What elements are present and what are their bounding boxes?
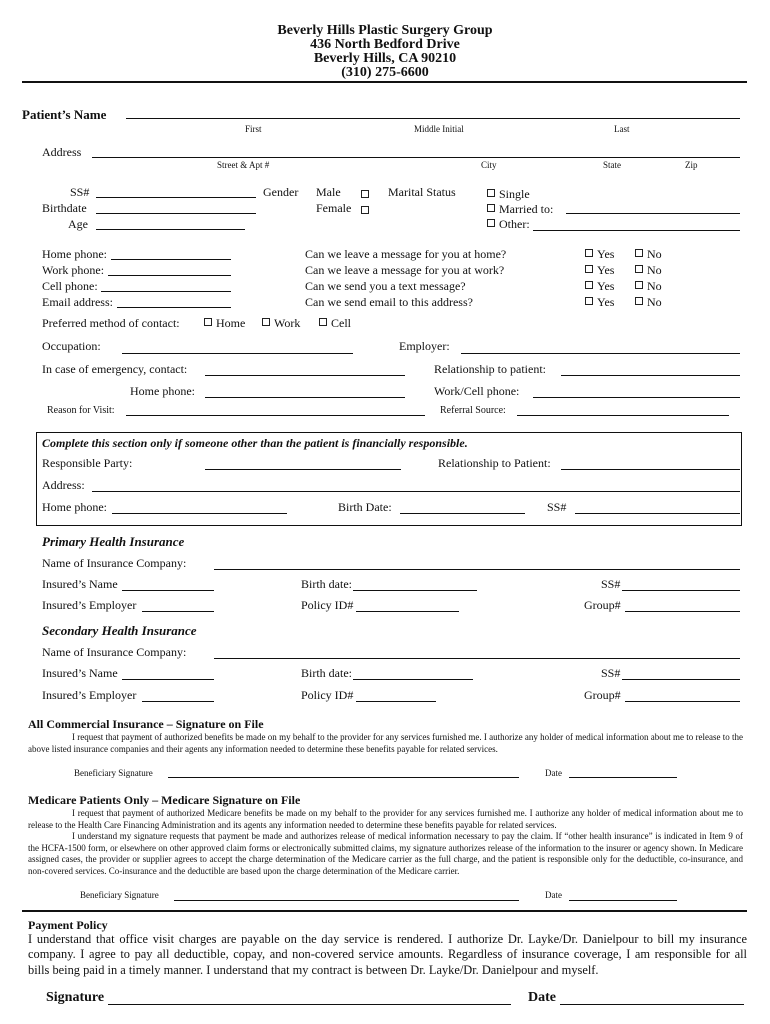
pref-cell-checkbox[interactable] [319, 318, 327, 326]
ssn-label: SS# [70, 185, 90, 199]
birthdate-field[interactable] [96, 213, 256, 214]
emergency-contact-label: In case of emergency, contact: [42, 362, 188, 376]
emergency-relationship-label: Relationship to patient: [434, 362, 546, 376]
secondary-employer-label: Insured’s Employer [42, 688, 137, 702]
other-label: Other: [499, 217, 530, 231]
yes-checkbox[interactable] [585, 249, 593, 257]
responsible-home-phone-field[interactable] [112, 513, 287, 514]
ssn-field[interactable] [96, 197, 256, 198]
medicare-paragraph-2: I understand my signature requests that payment be made and authorizes release of medical information necessary to pay the claim. If “other health insurance” is indicated in Item 9 of the HCFA-1500 form, or elsewhere on other approved claim forms or electronically submitted claims, my signature authorizes release of the information to the insurer or agency shown. In Medicare assigned cases, the provider or supplier agrees to accept the charge determination of the Medicare carrier as the full charge, and the patient is responsible only for the deductible, co-insurance, and non-covered services. Co-insurance and the deductible are based upon the charge determination of the Medicare carrier. [28, 831, 743, 876]
responsible-home-phone-label: Home phone: [42, 500, 107, 514]
employer-field[interactable] [461, 353, 740, 354]
single-label: Single [499, 187, 530, 201]
single-checkbox[interactable] [487, 189, 495, 197]
married-to-field[interactable] [566, 213, 740, 214]
employer-label: Employer: [399, 339, 450, 353]
payment-line-3: bills being paid in a timely manner. I understand that my contract is between Dr. Layke/Dr. Danielpour and myself. [28, 962, 599, 977]
reason-for-visit-label: Reason for Visit: [47, 405, 115, 416]
secondary-insured-name-label: Insured’s Name [42, 666, 118, 680]
male-checkbox[interactable] [361, 190, 369, 198]
zip-caption: Zip [685, 160, 698, 170]
middle-initial-caption: Middle Initial [414, 124, 464, 134]
final-date-label: Date [528, 990, 556, 1005]
no-label: No [647, 263, 662, 277]
married-checkbox[interactable] [487, 204, 495, 212]
emergency-home-phone-field[interactable] [205, 397, 405, 398]
secondary-insured-name-field[interactable] [122, 679, 214, 680]
primary-ssn-field[interactable] [622, 590, 740, 591]
final-signature-label: Signature [46, 990, 105, 1005]
pref-work-label: Work [274, 316, 301, 330]
male-label: Male [316, 185, 341, 199]
no-checkbox[interactable] [635, 265, 643, 273]
secondary-birth-date-field[interactable] [353, 679, 473, 680]
header-rule [22, 81, 747, 83]
cell-phone-field[interactable] [101, 291, 231, 292]
marital-status-label: Marital Status [388, 185, 456, 199]
responsible-ssn-field[interactable] [575, 513, 740, 514]
home-phone-field[interactable] [111, 259, 231, 260]
responsible-relationship-field[interactable] [561, 469, 740, 470]
medicare-date-field[interactable] [569, 900, 677, 901]
org-header [0, 24, 770, 80]
commercial-heading: All Commercial Insurance – Signature on File [28, 717, 264, 731]
pref-cell-option[interactable] [319, 316, 351, 331]
responsible-party-label: Responsible Party: [42, 456, 133, 470]
primary-group-label: Group# [584, 598, 621, 612]
medicare-signature-field[interactable] [174, 900, 519, 901]
emergency-work-phone-field[interactable] [533, 397, 740, 398]
primary-policy-field[interactable] [356, 611, 459, 612]
payment-line-2: company. I agree to pay all deductible, copay, and non-covered service amounts. Regardless of insurance coverage, I am responsible for all [28, 947, 747, 962]
primary-birth-date-label: Birth date: [301, 577, 352, 591]
primary-company-field[interactable] [214, 569, 740, 570]
yes-label: Yes [597, 263, 615, 277]
home-no-option[interactable] [635, 247, 662, 262]
yes-checkbox[interactable] [585, 297, 593, 305]
primary-insured-name-label: Insured’s Name [42, 577, 118, 591]
age-label: Age [68, 217, 88, 231]
commercial-signature-field[interactable] [168, 777, 519, 778]
married-option[interactable] [487, 202, 553, 217]
question-text-message: Can we send you a text message? [305, 279, 466, 293]
emergency-contact-field[interactable] [205, 375, 405, 376]
responsible-relationship-label: Relationship to Patient: [438, 456, 551, 470]
no-checkbox[interactable] [635, 281, 643, 289]
secondary-policy-label: Policy ID# [301, 688, 354, 702]
other-checkbox[interactable] [487, 219, 495, 227]
state-caption: State [603, 160, 621, 170]
secondary-company-label: Name of Insurance Company: [42, 645, 187, 659]
question-home-message: Can we leave a message for you at home? [305, 247, 507, 261]
yes-label: Yes [597, 295, 615, 309]
primary-ssn-label: SS# [601, 577, 621, 591]
medicare-date-label: Date [545, 890, 562, 900]
emergency-relationship-field[interactable] [561, 375, 740, 376]
other-option[interactable] [487, 217, 530, 232]
question-email: Can we send email to this address? [305, 295, 473, 309]
email-no-option[interactable] [635, 295, 662, 310]
other-marital-field[interactable] [533, 230, 740, 231]
org-street: 436 North Bedford Drive [310, 37, 460, 52]
payment-line-1: I understand that office visit charges are payable on the day service is rendered. I authorize Dr. Layke/Dr. Danielpour to bill my insurance [28, 932, 747, 946]
question-work-message: Can we leave a message for you at work? [305, 263, 505, 277]
responsible-birth-date-field[interactable] [400, 513, 525, 514]
female-label: Female [316, 201, 352, 215]
payment-policy-text [28, 932, 747, 978]
cell-phone-label: Cell phone: [42, 279, 98, 293]
org-city: Beverly Hills, CA 90210 [313, 51, 457, 66]
patient-name-field[interactable] [126, 118, 740, 119]
secondary-company-field[interactable] [214, 658, 740, 659]
primary-birth-date-field[interactable] [353, 590, 477, 591]
reason-for-visit-field[interactable] [126, 415, 425, 416]
address-label: Address [42, 145, 82, 159]
medicare-heading: Medicare Patients Only – Medicare Signature on File [28, 793, 301, 807]
primary-employer-label: Insured’s Employer [42, 598, 137, 612]
email-yes-option[interactable] [585, 295, 614, 310]
occupation-label: Occupation: [42, 339, 101, 353]
responsible-birth-date-label: Birth Date: [338, 500, 392, 514]
emergency-home-phone-label: Home phone: [130, 384, 195, 398]
secondary-group-field[interactable] [625, 701, 740, 702]
age-field[interactable] [96, 229, 245, 230]
payment-policy-heading: Payment Policy [28, 918, 108, 932]
preferred-contact-label: Preferred method of contact: [42, 316, 180, 330]
pref-work-option[interactable] [262, 316, 300, 331]
medicare-signature-label: Beneficiary Signature [80, 890, 159, 900]
commercial-signature-label: Beneficiary Signature [74, 768, 153, 778]
no-checkbox[interactable] [635, 249, 643, 257]
referral-source-label: Referral Source: [440, 405, 506, 416]
org-name: Beverly Hills Plastic Surgery Group [277, 23, 493, 38]
yes-label: Yes [597, 279, 615, 293]
single-option[interactable] [487, 187, 530, 202]
gender-label: Gender [263, 185, 299, 199]
commercial-date-field[interactable] [569, 777, 677, 778]
address-field[interactable] [92, 157, 740, 158]
yes-checkbox[interactable] [585, 281, 593, 289]
no-label: No [647, 279, 662, 293]
birthdate-label: Birthdate [42, 201, 87, 215]
commercial-authorization-text: I request that payment of authorized benefits be made on my behalf to the provider for any services furnished me. I authorize any holder of medical information about me to release to the above listed insurance companies and their agents any information needed to determine these benefits payable for related services. [28, 732, 743, 754]
occupation-field[interactable] [122, 353, 353, 354]
responsible-ssn-label: SS# [547, 500, 567, 514]
primary-group-field[interactable] [625, 611, 740, 612]
secondary-birth-date-label: Birth date: [301, 666, 352, 680]
patient-name-label: Patient’s Name [22, 107, 107, 122]
text-no-option[interactable] [635, 279, 662, 294]
emergency-work-phone-label: Work/Cell phone: [434, 384, 520, 398]
medicare-paragraph-1: I request that payment of authorized Medicare benefits be made on my behalf to the provider for any services furnished me. I authorize any holder of medical information about me to release to the Health Care Financing Administration and its agents any information needed to determine these benefits payable for related services. [28, 808, 743, 830]
secondary-group-label: Group# [584, 688, 621, 702]
work-no-option[interactable] [635, 263, 662, 278]
first-name-caption: First [245, 124, 262, 134]
email-field[interactable] [117, 307, 231, 308]
work-phone-field[interactable] [108, 275, 231, 276]
email-label: Email address: [42, 295, 113, 309]
female-checkbox[interactable] [361, 206, 369, 214]
secondary-employer-field[interactable] [142, 701, 214, 702]
home-phone-label: Home phone: [42, 247, 107, 261]
referral-source-field[interactable] [517, 415, 729, 416]
yes-label: Yes [597, 247, 615, 261]
primary-company-label: Name of Insurance Company: [42, 556, 187, 570]
final-signature-field[interactable] [108, 1004, 511, 1005]
no-label: No [647, 247, 662, 261]
primary-insurance-heading: Primary Health Insurance [42, 534, 185, 549]
pref-home-checkbox[interactable] [204, 318, 212, 326]
no-checkbox[interactable] [635, 297, 643, 305]
payment-rule [22, 910, 747, 912]
secondary-insurance-heading: Secondary Health Insurance [42, 623, 197, 638]
street-caption: Street & Apt # [217, 160, 270, 170]
secondary-ssn-label: SS# [601, 666, 621, 680]
work-phone-label: Work phone: [42, 263, 105, 277]
responsible-party-heading: Complete this section only if someone other than the patient is financially responsible. [42, 436, 468, 450]
pref-home-option[interactable] [204, 316, 245, 331]
married-label: Married to: [499, 202, 554, 216]
no-label: No [647, 295, 662, 309]
yes-checkbox[interactable] [585, 265, 593, 273]
primary-policy-label: Policy ID# [301, 598, 354, 612]
commercial-date-label: Date [545, 768, 562, 778]
responsible-address-label: Address: [42, 478, 85, 492]
responsible-party-field[interactable] [205, 469, 401, 470]
last-name-caption: Last [614, 124, 630, 134]
primary-insured-name-field[interactable] [122, 590, 214, 591]
final-date-field[interactable] [560, 1004, 744, 1005]
org-phone: (310) 275-6600 [341, 65, 429, 80]
medicare-text [28, 808, 743, 878]
secondary-policy-field[interactable] [356, 701, 436, 702]
text-yes-option[interactable] [585, 279, 614, 294]
primary-employer-field[interactable] [142, 611, 214, 612]
secondary-ssn-field[interactable] [622, 679, 740, 680]
pref-cell-label: Cell [331, 316, 351, 330]
pref-home-label: Home [216, 316, 246, 330]
home-yes-option[interactable] [585, 247, 614, 262]
city-caption: City [481, 160, 497, 170]
responsible-address-field[interactable] [92, 491, 740, 492]
pref-work-checkbox[interactable] [262, 318, 270, 326]
work-yes-option[interactable] [585, 263, 614, 278]
